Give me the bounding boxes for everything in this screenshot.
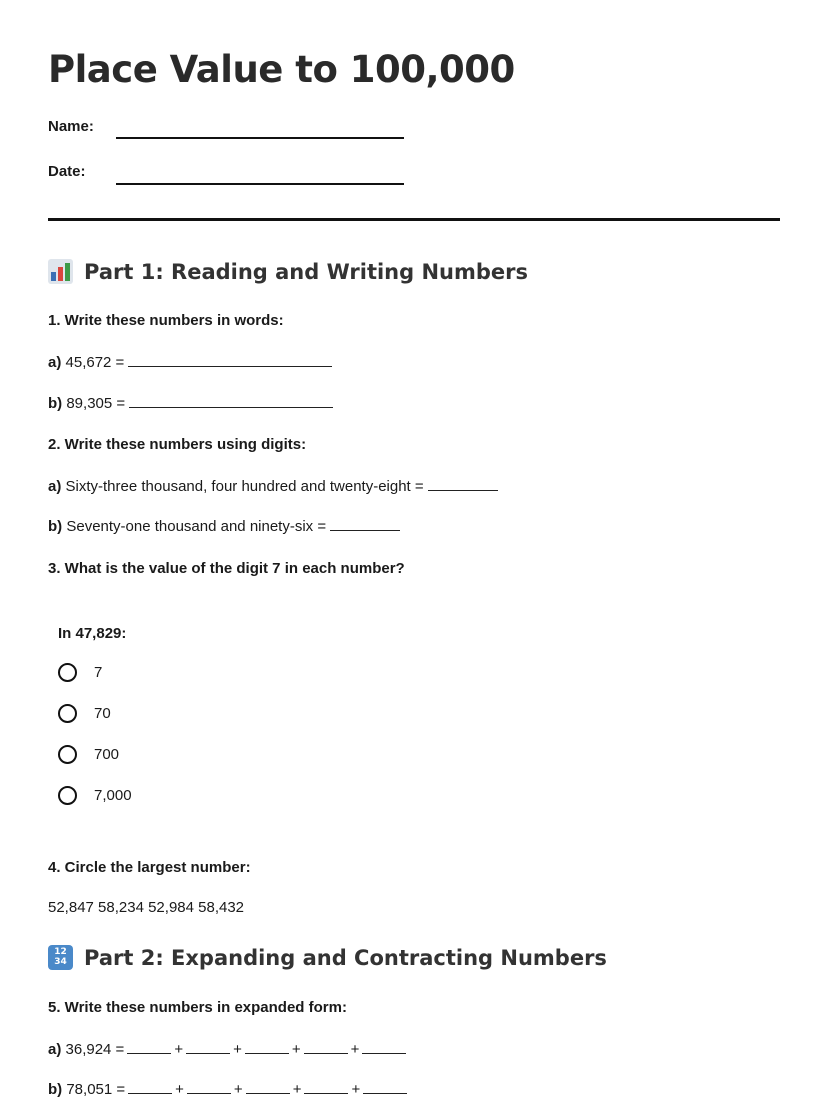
q5-item-b <box>48 1079 410 1098</box>
q2-b-blank[interactable] <box>330 516 400 531</box>
answer-blank[interactable] <box>128 1079 172 1094</box>
plus-sign: + <box>350 1041 360 1058</box>
q1-item-b <box>48 393 333 412</box>
date-label: Date: <box>48 163 86 180</box>
plus-sign: + <box>291 1041 301 1058</box>
q3-number-label: In 47,829: <box>58 625 127 642</box>
q1-a-blank[interactable] <box>128 352 332 367</box>
question-4: 4. Circle the largest number: <box>48 859 251 876</box>
answer-blank[interactable] <box>304 1039 348 1054</box>
part1-heading-text: Part 1: Reading and Writing Numbers <box>84 259 529 284</box>
bar-chart-icon <box>48 259 73 284</box>
page-title: Place Value to 100,000 <box>48 48 515 91</box>
q3-option[interactable] <box>58 663 102 682</box>
q1-b-label: b) <box>48 395 63 412</box>
radio-button[interactable] <box>58 786 77 805</box>
plus-sign: + <box>174 1041 184 1058</box>
q1-a-text: 45,672 = <box>65 354 125 371</box>
answer-blank[interactable] <box>363 1079 407 1094</box>
q4-numbers: 52,847 58,234 52,984 58,432 <box>48 899 245 916</box>
part2-heading-text: Part 2: Expanding and Contracting Numbers <box>84 945 607 970</box>
question-2: 2. Write these numbers using digits: <box>48 436 307 453</box>
part1-heading <box>48 259 528 284</box>
q2-a-label: a) <box>48 478 62 495</box>
q2-b-label: b) <box>48 518 63 535</box>
q5-a-label: a) <box>48 1041 62 1058</box>
q3-option[interactable] <box>58 745 119 764</box>
part2-heading <box>48 945 607 970</box>
plus-sign: + <box>233 1081 243 1098</box>
q2-a-text: Sixty-three thousand, four hundred and twenty-eight = <box>65 478 424 495</box>
date-field[interactable] <box>116 183 404 185</box>
question-1: 1. Write these numbers in words: <box>48 312 284 329</box>
q2-a-blank[interactable] <box>428 476 498 491</box>
option-label: 70 <box>94 705 111 722</box>
plus-sign: + <box>175 1081 184 1098</box>
q3-option[interactable] <box>58 704 111 723</box>
question-3: 3. What is the value of the digit 7 in each number? <box>48 560 405 577</box>
answer-blank[interactable] <box>187 1079 231 1094</box>
q3-option[interactable] <box>58 786 132 805</box>
radio-button[interactable] <box>58 745 77 764</box>
q1-b-blank[interactable] <box>129 393 333 408</box>
numbers-1234-icon: 12 34 <box>48 945 73 970</box>
option-label: 7 <box>94 664 103 681</box>
radio-button[interactable] <box>58 704 77 723</box>
plus-sign: + <box>351 1081 361 1098</box>
q1-b-text: 89,305 = <box>66 395 126 412</box>
q2-item-a <box>48 476 498 495</box>
q5-b-label: b) <box>48 1081 63 1098</box>
q5-a-text: 36,924 = <box>65 1041 125 1058</box>
answer-blank[interactable] <box>245 1039 289 1054</box>
q1-a-label: a) <box>48 354 62 371</box>
option-label: 7,000 <box>94 787 132 804</box>
q2-item-b <box>48 516 400 535</box>
divider <box>48 218 780 221</box>
answer-blank[interactable] <box>246 1079 290 1094</box>
answer-blank[interactable] <box>127 1039 171 1054</box>
name-field[interactable] <box>116 137 404 139</box>
name-label: Name: <box>48 118 94 135</box>
q2-b-text: Seventy-one thousand and ninety-six = <box>66 518 327 535</box>
option-label: 700 <box>94 746 120 763</box>
answer-blank[interactable] <box>362 1039 406 1054</box>
q5-item-a <box>48 1039 409 1058</box>
q1-item-a <box>48 352 332 371</box>
plus-sign: + <box>292 1081 302 1098</box>
answer-blank[interactable] <box>186 1039 230 1054</box>
answer-blank[interactable] <box>304 1079 348 1094</box>
q5-b-text: 78,051 = <box>66 1081 126 1098</box>
plus-sign: + <box>233 1041 242 1058</box>
radio-button[interactable] <box>58 663 77 682</box>
question-5: 5. Write these numbers in expanded form: <box>48 999 347 1016</box>
